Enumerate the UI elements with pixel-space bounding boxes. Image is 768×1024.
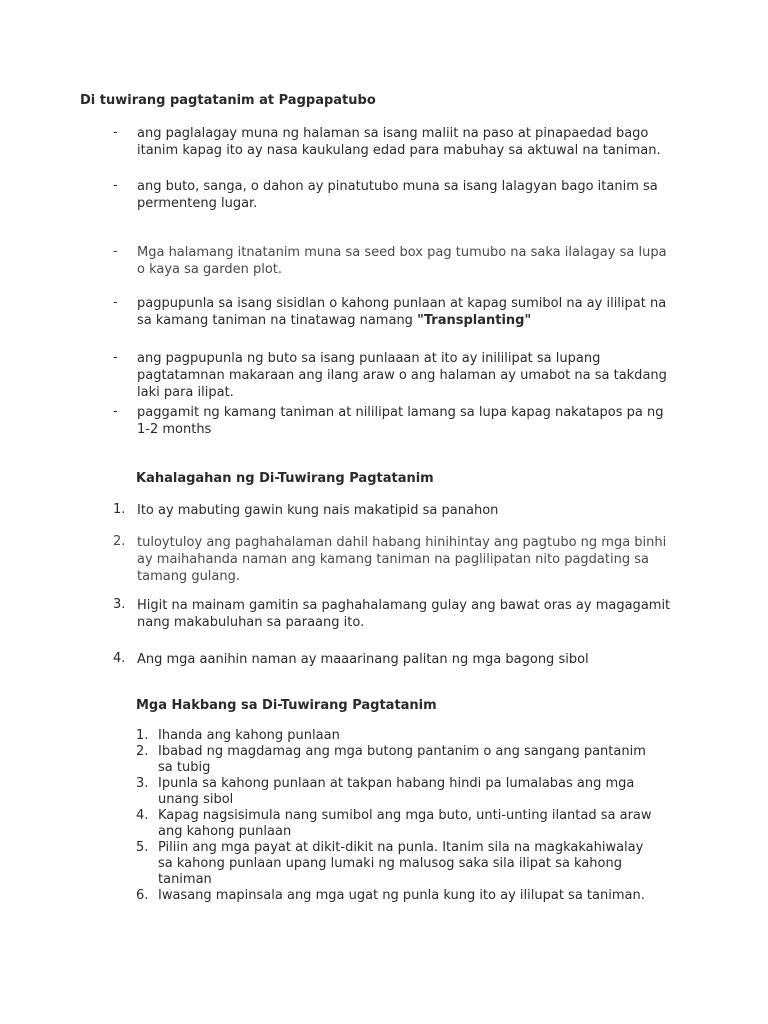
step-number: 5. bbox=[136, 840, 149, 855]
step-text: Ibabad ng magdamag ang mga butong pantanim o ang sangang pantanim sa tubig bbox=[158, 744, 646, 775]
step-text: Kapag nagsisimula nang sumibol ang mga buto, unti-unting ilantad sa araw ang kahong punlaan bbox=[158, 808, 652, 839]
bullet-text-body: pagpupunla sa isang sisidlan o kahong punlaan at kapag sumibol na ay ililipat na sa kamang taniman na tinatawag namang bbox=[137, 296, 667, 328]
bullet-marker: - bbox=[113, 178, 118, 193]
step-number: 1. bbox=[136, 728, 149, 743]
bullet-text: ang paglalagay muna ng halaman sa isang maliit na paso at pinapaedad bago itanim kapag ito ay nasa kaukulang edad para mabuhay sa aktuwal na taniman. bbox=[137, 126, 661, 158]
step-item bbox=[136, 744, 656, 776]
step-text: Ipunla sa kahong punlaan at takpan habang hindi pa lumalabas ang mga unang sibol bbox=[158, 776, 635, 807]
section-heading-mga-hakbang: Mga Hakbang sa Di-Tuwirang Pagtatanim bbox=[136, 698, 437, 713]
step-item bbox=[136, 808, 656, 840]
bullet-marker: - bbox=[113, 350, 118, 365]
item-number: 1. bbox=[113, 502, 126, 517]
step-item bbox=[136, 840, 656, 888]
step-text: Ihanda ang kahong punlaan bbox=[158, 728, 340, 743]
item-text: Higit na mainam gamitin sa paghahalamang gulay ang bawat oras ay magagamit nang makabuluhan sa paraang ito. bbox=[137, 598, 671, 630]
item-text: tuloytuloy ang paghahalaman dahil habang hinihintay ang pagtubo ng mga binhi ay maihahanda naman ang kamang taniman na paglilipatan nito pagdating sa tamang gulang. bbox=[137, 535, 667, 584]
section-heading-kahalagahan: Kahalagahan ng Di-Tuwirang Pagtatanim bbox=[136, 471, 434, 486]
bullet-text: ang buto, sanga, o dahon ay pinatutubo muna sa isang lalagyan bago itanim sa permenteng lugar. bbox=[137, 179, 658, 211]
step-item bbox=[136, 728, 656, 744]
step-number: 2. bbox=[136, 744, 149, 759]
item-number: 3. bbox=[113, 597, 126, 612]
step-text: Iwasang mapinsala ang mga ugat ng punla kung ito ay ililupat sa taniman. bbox=[158, 888, 645, 903]
step-number: 6. bbox=[136, 888, 149, 903]
steps-list bbox=[136, 728, 656, 904]
item-number: 2. bbox=[113, 534, 126, 549]
bullet-marker: - bbox=[113, 125, 118, 140]
bullet-text: paggamit ng kamang taniman at nililipat lamang sa lupa kapag nakatapos pa ng 1-2 months bbox=[137, 405, 664, 437]
transplanting-term: "Transplanting" bbox=[417, 313, 532, 328]
bullet-text bbox=[137, 295, 677, 329]
bullet-marker: - bbox=[113, 404, 118, 419]
bullet-marker: - bbox=[113, 295, 118, 310]
bullet-marker: - bbox=[113, 244, 118, 259]
bullet-text: Mga halamang itnatanim muna sa seed box pag tumubo na saka ilalagay sa lupa o kaya sa garden plot. bbox=[137, 245, 667, 277]
item-text: Ang mga aanihin naman ay maaarinang palitan ng mga bagong sibol bbox=[137, 652, 589, 667]
step-item bbox=[136, 776, 656, 808]
bullet-text: ang pagpupunla ng buto sa isang punlaaan at ito ay inililipat sa lupang pagtatamnan makaraan ang ilang araw o ang halaman ay umabot na sa takdang laki para ilipat. bbox=[137, 351, 667, 400]
item-text: Ito ay mabuting gawin kung nais makatipid sa panahon bbox=[137, 503, 499, 518]
section-heading-di-tuwirang: Di tuwirang pagtatanim at Pagpapatubo bbox=[80, 93, 376, 108]
step-number: 4. bbox=[136, 808, 149, 823]
item-number: 4. bbox=[113, 651, 126, 666]
step-number: 3. bbox=[136, 776, 149, 791]
step-item bbox=[136, 888, 656, 904]
step-text: Piliin ang mga payat at dikit-dikit na punla. Itanim sila na magkakahiwalay sa kahong punlaan upang lumaki ng malusog saka sila ilipat sa kahong taniman bbox=[158, 840, 644, 887]
